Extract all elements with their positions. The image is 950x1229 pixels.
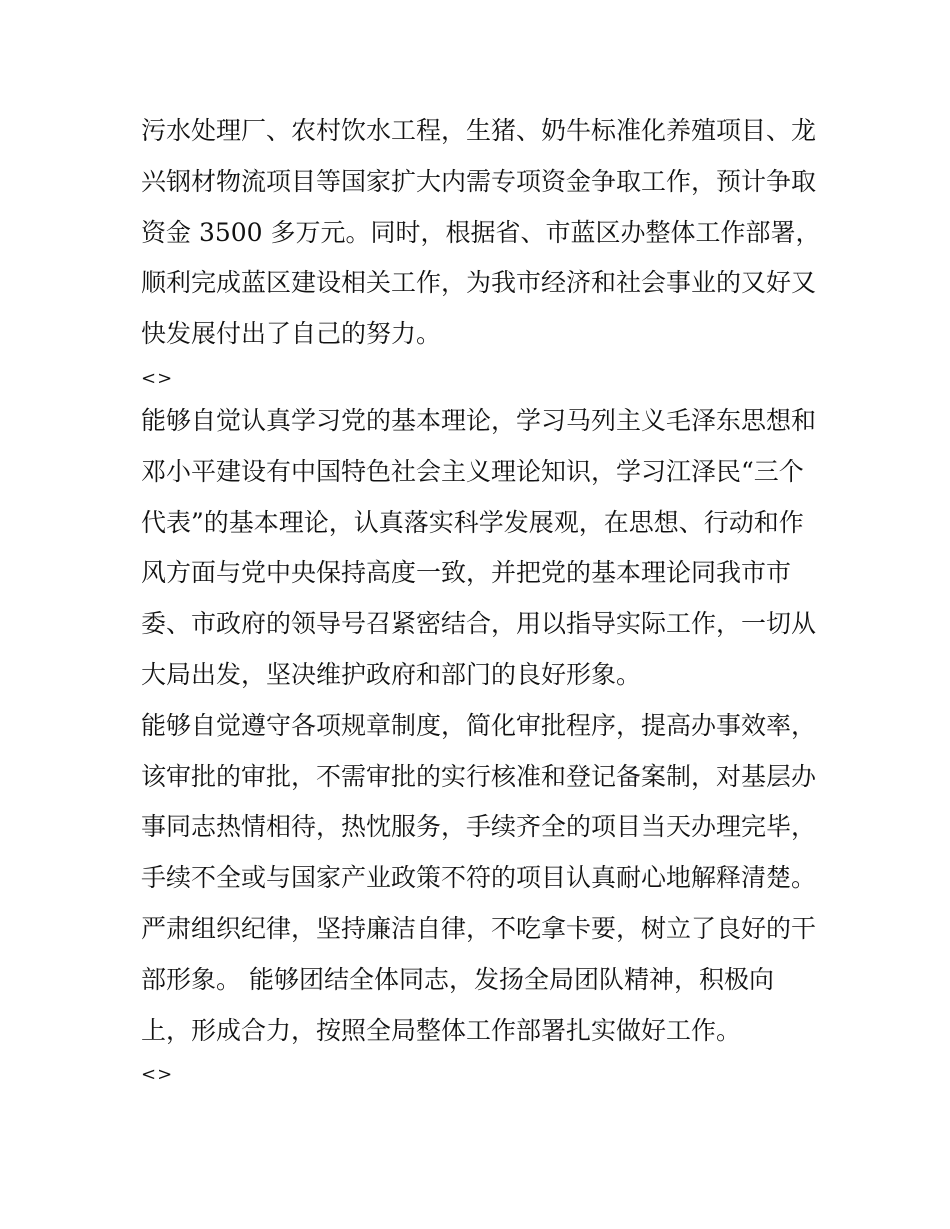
text-line: 大局出发，坚决维护政府和部门的良好形象。 [141,659,642,689]
text-line: 上，形成合力，按照全局整体工作部署扎实做好工作。 [141,1015,742,1045]
paragraph-2 [141,400,821,705]
document-body [141,110,821,1096]
text-line: 风方面与党中央保持高度一致，并把党的基本理论同我市市 [141,558,792,588]
text-line: 部形象。 能够团结全体同志，发扬全局团队精神，积极向 [141,964,774,994]
paragraph-3 [141,705,821,1061]
paragraph-1 [141,110,821,364]
text-line: 能够自觉认真学习党的基本理论，学习马列主义毛泽东思想和 [141,405,817,435]
text-line: 代表”的基本理论，认真落实科学发展观，在思想、行动和作 [141,507,804,537]
section-marker: <> [141,367,174,389]
text-line: 手续不全或与国家产业政策不符的项目认真耐心地解释清楚。 [141,863,817,893]
text-line: 严肃组织纪律，坚持廉洁自律，不吃拿卡要，树立了良好的干 [141,913,817,943]
text-line: 污水处理厂、农村饮水工程，生猪、奶牛标准化养殖项目、龙 [141,116,817,145]
text-line: 事同志热情相待，热忱服务，手续齐全的项目当天办理完毕， [141,812,817,842]
text-line: 兴钢材物流项目等国家扩大内需专项资金争取工作，预计争取 [141,166,817,196]
text-line: 能够自觉遵守各项规章制度，简化审批程序，提高办事效率， [141,710,817,740]
text-line: 顺利完成蓝区建设相关工作，为我市经济和社会事业的又好又 [141,268,817,298]
text-line: 邓小平建设有中国特色社会主义理论知识，学习江泽民“三个 [141,456,804,486]
text-line: 委、市政府的领导号召紧密结合，用以指导实际工作，一切从 [141,609,817,639]
text-line: 该审批的审批，不需审批的实行核准和登记备案制，对基层办 [141,761,817,791]
text-line: 快发展付出了自己的努力。 [141,319,442,349]
text-line: 资金 3500 多万元。同时，根据省、市蓝区办整体工作部署， [141,217,821,247]
section-marker: <> [141,1064,174,1086]
